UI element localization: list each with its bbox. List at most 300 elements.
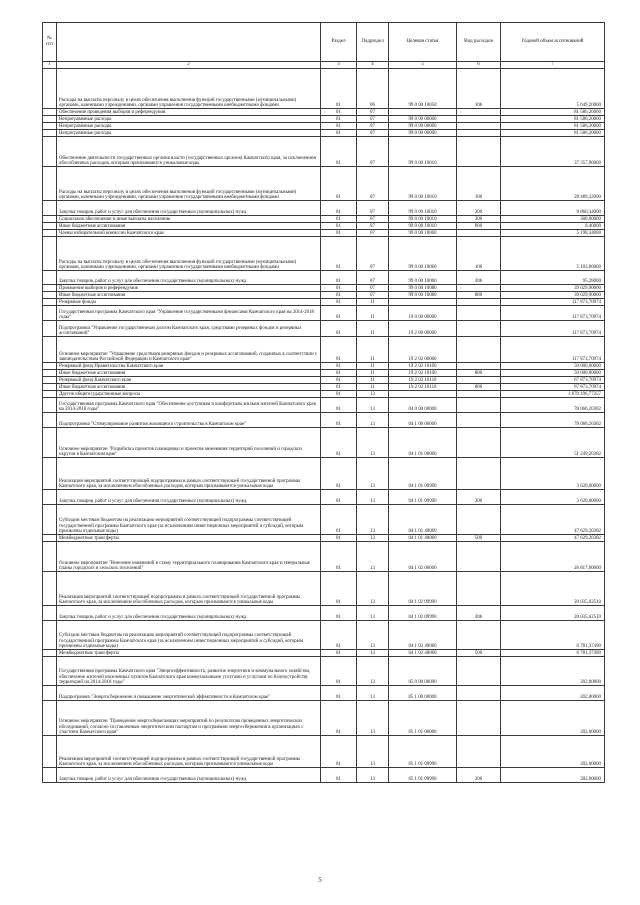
row-number-cell: [43, 69, 57, 109]
row-name-cell: Другие общегосударственные вопросы: [57, 391, 321, 398]
row-name-cell: Закупка товаров, работ и услуг для обеспечения государственных (муниципальных) нужд: [57, 606, 321, 621]
row-number-cell: [43, 398, 57, 413]
row-expense-type-cell: [457, 116, 501, 123]
row-target-article-cell: 99 0 00 10010: [389, 223, 457, 230]
row-subsection-cell: 13: [357, 606, 389, 621]
row-expense-type-cell: 500: [457, 650, 501, 657]
row-target-article-cell: 04 1 01 09990: [389, 458, 457, 490]
row-section-cell: 01: [321, 237, 357, 271]
row-amount-cell: 20 035,62510: [501, 572, 605, 606]
row-subsection-cell: 07: [357, 137, 389, 167]
row-subsection-cell: 07: [357, 167, 389, 201]
row-amount-cell: 202,00000: [501, 736, 605, 768]
row-number-cell: [43, 391, 57, 398]
row-amount-cell: 6 781,37490: [501, 650, 605, 657]
table-row: [43, 69, 605, 109]
row-section-cell: 01: [321, 384, 357, 391]
row-target-article-cell: 99 0 00 10080: [389, 292, 457, 299]
row-subsection-cell: 07: [357, 109, 389, 116]
row-subsection-cell: 06: [357, 69, 389, 109]
row-target-article-cell: 99 0 00 10060: [389, 237, 457, 271]
row-number-cell: [43, 230, 57, 237]
row-section-cell: 01: [321, 109, 357, 116]
row-amount-cell: 47 629,20382: [501, 535, 605, 542]
table-row: [43, 116, 605, 123]
table-row: [43, 391, 605, 398]
row-expense-type-cell: 800: [457, 223, 501, 230]
row-expense-type-cell: [457, 657, 501, 686]
row-number-cell: [43, 216, 57, 223]
row-name-cell: Непрограммные расходы: [57, 130, 321, 137]
table-body: [43, 69, 605, 783]
table-row: [43, 686, 605, 701]
row-expense-type-cell: [457, 686, 501, 701]
row-target-article-cell: 04 0 00 00000: [389, 398, 457, 413]
row-target-article-cell: 19 2 02 00000: [389, 337, 457, 363]
row-target-article-cell: 99 0 00 00000: [389, 130, 457, 137]
row-target-article-cell: 04 1 02 40060: [389, 650, 457, 657]
row-section-cell: 01: [321, 458, 357, 490]
row-expense-type-cell: [457, 285, 501, 292]
row-name-cell: Иные бюджетные ассигнования: [57, 384, 321, 391]
row-amount-cell: 117 873,70974: [501, 299, 605, 306]
row-target-article-cell: 04 1 02 40060: [389, 621, 457, 650]
row-section-cell: 01: [321, 505, 357, 535]
row-name-cell: Резервные фонды: [57, 299, 321, 306]
row-expense-type-cell: [457, 321, 501, 337]
row-expense-type-cell: [457, 736, 501, 768]
row-number-cell: [43, 384, 57, 391]
table-row: [43, 109, 605, 116]
row-expense-type-cell: 500: [457, 535, 501, 542]
row-amount-cell: 67 873,70974: [501, 384, 605, 391]
row-subsection-cell: 13: [357, 542, 389, 572]
header-number: № п/п: [43, 23, 57, 62]
row-expense-type-cell: [457, 458, 501, 490]
row-section-cell: 01: [321, 230, 357, 237]
table-row: [43, 535, 605, 542]
row-expense-type-cell: [457, 299, 501, 306]
row-number-cell: [43, 621, 57, 650]
row-expense-type-cell: 200: [457, 201, 501, 216]
row-name-cell: Государственная программа Камчатского края "Управление государственными финансами Камчатского края на 2014-2018 годы": [57, 306, 321, 321]
row-expense-type-cell: [457, 413, 501, 428]
row-amount-cell: 1 670 196,77257: [501, 391, 605, 398]
row-target-article-cell: 05 1 01 00000: [389, 701, 457, 736]
row-target-article-cell: 04 1 02 00000: [389, 542, 457, 572]
row-number-cell: [43, 572, 57, 606]
row-name-cell: Подпрограмма "Управление государственным долгом Камчатского края, средствами резервных фондов и резервных ассигнований": [57, 321, 321, 337]
row-subsection-cell: 07: [357, 116, 389, 123]
row-expense-type-cell: [457, 701, 501, 736]
row-amount-cell: 6 781,37490: [501, 621, 605, 650]
row-amount-cell: 117 873,70974: [501, 306, 605, 321]
row-number-cell: [43, 306, 57, 321]
row-amount-cell: 47 629,20382: [501, 505, 605, 535]
row-amount-cell: 5 649,20000: [501, 69, 605, 109]
table-row: [43, 398, 605, 413]
row-amount-cell: 50 000,00000: [501, 370, 605, 377]
row-expense-type-cell: [457, 391, 501, 398]
row-target-article-cell: 99 0 00 10080: [389, 285, 457, 292]
row-name-cell: Непрограммные расходы: [57, 116, 321, 123]
row-target-article-cell: 99 0 00 10010: [389, 201, 457, 216]
row-subsection-cell: 13: [357, 621, 389, 650]
row-subsection-cell: 07: [357, 201, 389, 216]
row-amount-cell: 300,00000: [501, 216, 605, 223]
row-amount-cell: 26 817,00000: [501, 542, 605, 572]
table-row: [43, 216, 605, 223]
table-row: [43, 621, 605, 650]
row-name-cell: Иные бюджетные ассигнования: [57, 370, 321, 377]
row-number-cell: [43, 223, 57, 230]
row-subsection-cell: 13: [357, 535, 389, 542]
row-section-cell: 01: [321, 657, 357, 686]
row-name-cell: Подпрограмма "Стимулирование развития жилищного строительства в Камчатском крае": [57, 413, 321, 428]
row-number-cell: [43, 292, 57, 299]
row-name-cell: Резервный фонд Камчатского края: [57, 377, 321, 384]
table-row: [43, 306, 605, 321]
row-expense-type-cell: [457, 137, 501, 167]
row-number-cell: [43, 701, 57, 736]
row-name-cell: Закупка товаров, работ и услуг для обеспечения государственных (муниципальных) нужд: [57, 768, 321, 783]
row-name-cell: Межбюджетные трансферты: [57, 650, 321, 657]
table-row: [43, 490, 605, 505]
row-name-cell: Подпрограмма "Энергосбережение и повышение энергетической эффективности в Камчатском крае": [57, 686, 321, 701]
row-section-cell: 01: [321, 413, 357, 428]
row-section-cell: 01: [321, 542, 357, 572]
row-target-article-cell: 19 2 02 10110: [389, 377, 457, 384]
row-expense-type-cell: 800: [457, 384, 501, 391]
row-target-article-cell: 05 1 01 09990: [389, 768, 457, 783]
row-expense-type-cell: [457, 542, 501, 572]
column-index: 3: [321, 62, 357, 69]
row-number-cell: [43, 116, 57, 123]
header-annual-amount: Годовой объем ассигнований: [501, 23, 605, 62]
row-number-cell: [43, 271, 57, 285]
row-subsection-cell: 13: [357, 413, 389, 428]
row-number-cell: [43, 123, 57, 130]
row-subsection-cell: 11: [357, 370, 389, 377]
row-name-cell: Расходы на выплаты персоналу в целях обеспечения выполнения функций государственными (муниципальными) органами, казенными учреждениями, органами управления государственными внебюджетными фондами: [57, 237, 321, 271]
table-row: [43, 384, 605, 391]
row-number-cell: [43, 505, 57, 535]
row-subsection-cell: 13: [357, 458, 389, 490]
row-subsection-cell: 11: [357, 337, 389, 363]
column-index-row: [43, 62, 605, 69]
row-amount-cell: 78 066,20382: [501, 413, 605, 428]
row-expense-type-cell: [457, 123, 501, 130]
row-subsection-cell: 07: [357, 237, 389, 271]
table-row: [43, 413, 605, 428]
row-name-cell: Обеспечение деятельности государственных органов власти (государственных органов) Камчатского края, за исключением обособленных расходов, которым присваиваются уникальные коды: [57, 137, 321, 167]
row-subsection-cell: 11: [357, 363, 389, 370]
row-amount-cell: 202,00000: [501, 686, 605, 701]
column-index: 4: [357, 62, 389, 69]
row-expense-type-cell: 100: [457, 237, 501, 271]
row-expense-type-cell: [457, 621, 501, 650]
table-row: [43, 237, 605, 271]
row-name-cell: Члены избирательной комиссии Камчатского края: [57, 230, 321, 237]
row-amount-cell: 37 357,96000: [501, 137, 605, 167]
row-expense-type-cell: [457, 230, 501, 237]
row-target-article-cell: 04 1 02 09990: [389, 572, 457, 606]
row-section-cell: 01: [321, 69, 357, 109]
table-row: [43, 458, 605, 490]
row-subsection-cell: 07: [357, 123, 389, 130]
row-expense-type-cell: 800: [457, 370, 501, 377]
table-row: [43, 377, 605, 384]
row-section-cell: 01: [321, 398, 357, 413]
row-subsection-cell: 11: [357, 384, 389, 391]
row-name-cell: Основное мероприятие "Управление средствами резервных фондов и резервных ассигнований, созданных в соответствии с законодательством Российской Федерации и Камчатского края": [57, 337, 321, 363]
row-section-cell: 01: [321, 321, 357, 337]
row-number-cell: [43, 768, 57, 783]
row-number-cell: [43, 237, 57, 271]
row-section-cell: 01: [321, 736, 357, 768]
row-name-cell: Закупка товаров, работ и услуг для обеспечения государственных (муниципальных) нужд: [57, 271, 321, 285]
table-row: [43, 321, 605, 337]
row-number-cell: [43, 363, 57, 370]
column-index: 2: [57, 62, 321, 69]
row-subsection-cell: 07: [357, 216, 389, 223]
row-name-cell: Непрограммные расходы: [57, 123, 321, 130]
row-name-cell: Закупка товаров, работ и услуг для обеспечения государственных (муниципальных) нужд: [57, 490, 321, 505]
column-index: 6: [457, 62, 501, 69]
row-name-cell: Закупка товаров, работ и услуг для обеспечения государственных (муниципальных) нужд: [57, 201, 321, 216]
row-section-cell: 01: [321, 701, 357, 736]
row-subsection-cell: 13: [357, 657, 389, 686]
row-section-cell: 01: [321, 428, 357, 458]
row-section-cell: 01: [321, 167, 357, 201]
table-row: [43, 230, 605, 237]
row-amount-cell: 81 586,20000: [501, 123, 605, 130]
table-row: [43, 167, 605, 201]
row-name-cell: Иные бюджетные ассигнования: [57, 223, 321, 230]
row-number-cell: [43, 167, 57, 201]
table-row: [43, 768, 605, 783]
row-amount-cell: 81 586,20000: [501, 109, 605, 116]
table-header-row: [43, 23, 605, 62]
row-section-cell: 01: [321, 768, 357, 783]
row-section-cell: 01: [321, 337, 357, 363]
page-number: 5: [318, 876, 322, 884]
table-row: [43, 271, 605, 285]
table-row: [43, 299, 605, 306]
row-target-article-cell: 04 1 01 40060: [389, 535, 457, 542]
row-section-cell: 01: [321, 216, 357, 223]
row-section-cell: 01: [321, 299, 357, 306]
row-subsection-cell: 13: [357, 768, 389, 783]
row-target-article-cell: 99 0 00 10050: [389, 69, 457, 109]
row-number-cell: [43, 650, 57, 657]
row-target-article-cell: 19 2 02 10110: [389, 384, 457, 391]
row-amount-cell: 117 873,70974: [501, 321, 605, 337]
row-amount-cell: 20 035,62510: [501, 606, 605, 621]
row-subsection-cell: 07: [357, 230, 389, 237]
row-name-cell: Реализация мероприятий соответствующей подпрограммы в рамках соответствующей государственной программы Камчатского края, за исключением обособленных расходов, которым присваиваются уникальные коды: [57, 736, 321, 768]
row-section-cell: 01: [321, 116, 357, 123]
column-index: 7: [501, 62, 605, 69]
row-subsection-cell: 07: [357, 292, 389, 299]
row-number-cell: [43, 535, 57, 542]
row-section-cell: 01: [321, 271, 357, 285]
row-target-article-cell: [389, 299, 457, 306]
table-row: [43, 285, 605, 292]
row-section-cell: 01: [321, 130, 357, 137]
row-number-cell: [43, 490, 57, 505]
row-section-cell: 01: [321, 535, 357, 542]
row-target-article-cell: 19 2 02 10100: [389, 363, 457, 370]
table-row: [43, 123, 605, 130]
row-amount-cell: 3 620,00000: [501, 458, 605, 490]
row-number-cell: [43, 130, 57, 137]
row-number-cell: [43, 657, 57, 686]
row-expense-type-cell: 300: [457, 216, 501, 223]
row-amount-cell: 5 103,06000: [501, 237, 605, 271]
row-name-cell: Реализация мероприятий соответствующей подпрограммы в рамках соответствующей государственной программы Камчатского края, за исключением обособленных расходов, которым присваиваются уникальные коды: [57, 458, 321, 490]
budget-table: [42, 22, 605, 783]
row-expense-type-cell: [457, 505, 501, 535]
row-subsection-cell: 11: [357, 299, 389, 306]
row-name-cell: Обеспечение проведения выборов и референдумов: [57, 109, 321, 116]
row-subsection-cell: 13: [357, 428, 389, 458]
table-row: [43, 542, 605, 572]
row-amount-cell: 28 489,32000: [501, 167, 605, 201]
row-expense-type-cell: 200: [457, 271, 501, 285]
row-name-cell: Субсидии местным бюджетам на реализацию мероприятий соответствующей подпрограммы соответствующей государственной программы Камчатского края (за исключением инвестиционных мероприятий и субсидий, которым присвоены отдельные коды): [57, 621, 321, 650]
row-subsection-cell: 11: [357, 377, 389, 384]
row-section-cell: 01: [321, 123, 357, 130]
row-section-cell: 01: [321, 137, 357, 167]
row-amount-cell: 67 873,70974: [501, 377, 605, 384]
row-amount-cell: 39 029,90000: [501, 285, 605, 292]
table-row: [43, 292, 605, 299]
row-subsection-cell: 13: [357, 650, 389, 657]
row-subsection-cell: 11: [357, 321, 389, 337]
row-expense-type-cell: 100: [457, 69, 501, 109]
row-name-cell: Основное мероприятие "Внесение изменений в схему территориального планирования Камчатского края и генеральные планы городских и сельских поселений": [57, 542, 321, 572]
row-number-cell: [43, 686, 57, 701]
row-subsection-cell: 13: [357, 505, 389, 535]
row-amount-cell: 81 586,20000: [501, 116, 605, 123]
row-section-cell: 01: [321, 370, 357, 377]
row-amount-cell: 39 029,90000: [501, 292, 605, 299]
row-target-article-cell: 04 1 02 09990: [389, 606, 457, 621]
row-number-cell: [43, 285, 57, 292]
header-target-article: Целевая статья: [389, 23, 457, 62]
row-amount-cell: 202,00000: [501, 701, 605, 736]
row-subsection-cell: 07: [357, 285, 389, 292]
row-section-cell: 01: [321, 285, 357, 292]
row-expense-type-cell: 200: [457, 606, 501, 621]
row-section-cell: 01: [321, 572, 357, 606]
row-amount-cell: 117 873,70974: [501, 337, 605, 363]
row-target-article-cell: [389, 109, 457, 116]
row-number-cell: [43, 428, 57, 458]
row-amount-cell: 95,28000: [501, 271, 605, 285]
row-target-article-cell: 04 1 00 00000: [389, 413, 457, 428]
row-target-article-cell: 04 1 01 00000: [389, 428, 457, 458]
row-name-cell: Государственная программа Камчатского края "Обеспечение доступным и комфортным жильем жителей Камчатского края на 2014-2018 годы": [57, 398, 321, 413]
row-number-cell: [43, 377, 57, 384]
table-row: [43, 137, 605, 167]
row-section-cell: 01: [321, 490, 357, 505]
row-target-article-cell: 99 0 00 10010: [389, 167, 457, 201]
row-name-cell: Основное мероприятие "Разработка проектов планировки и проектов межевания территорий поселений и городских округов в Камчатском крае": [57, 428, 321, 458]
column-index: 5: [389, 62, 457, 69]
row-section-cell: 01: [321, 306, 357, 321]
row-name-cell: Межбюджетные трансферты: [57, 535, 321, 542]
table-row: [43, 428, 605, 458]
row-target-article-cell: 99 0 00 10060: [389, 230, 457, 237]
row-target-article-cell: 05 1 00 00000: [389, 686, 457, 701]
row-expense-type-cell: [457, 306, 501, 321]
row-target-article-cell: 99 0 00 10060: [389, 271, 457, 285]
budget-table-sheet: [42, 22, 604, 783]
table-row: [43, 701, 605, 736]
row-target-article-cell: 19 2 00 00000: [389, 321, 457, 337]
row-expense-type-cell: 200: [457, 490, 501, 505]
row-subsection-cell: 11: [357, 306, 389, 321]
row-section-cell: 01: [321, 391, 357, 398]
row-target-article-cell: 99 0 00 00000: [389, 123, 457, 130]
row-target-article-cell: 19 2 02 10100: [389, 370, 457, 377]
row-number-cell: [43, 201, 57, 216]
header-section: Раздел: [321, 23, 357, 62]
row-number-cell: [43, 109, 57, 116]
table-row: [43, 130, 605, 137]
row-amount-cell: 51 249,20382: [501, 428, 605, 458]
table-row: [43, 505, 605, 535]
row-amount-cell: 5 198,34000: [501, 230, 605, 237]
row-subsection-cell: 07: [357, 223, 389, 230]
header-expense-type: Вид расходов: [457, 23, 501, 62]
table-row: [43, 606, 605, 621]
row-name-cell: Расходы на выплаты персоналу в целях обеспечения выполнения функций государственными (муниципальными) органами, казенными учреждениями, органами управления государственными внебюджетными фондами: [57, 167, 321, 201]
row-subsection-cell: 13: [357, 572, 389, 606]
row-section-cell: 01: [321, 606, 357, 621]
row-number-cell: [43, 413, 57, 428]
row-subsection-cell: 13: [357, 398, 389, 413]
row-amount-cell: 8,40000: [501, 223, 605, 230]
row-expense-type-cell: [457, 363, 501, 370]
row-target-article-cell: 99 0 00 10010: [389, 137, 457, 167]
row-expense-type-cell: [457, 377, 501, 384]
table-row: [43, 572, 605, 606]
row-amount-cell: 81 586,20000: [501, 130, 605, 137]
row-target-article-cell: 99 0 00 00000: [389, 116, 457, 123]
table-row: [43, 363, 605, 370]
row-name-cell: Субсидии местным бюджетам на реализацию мероприятий соответствующей подпрограммы соответствующей государственной программы Камчатского края (за исключением инвестиционных мероприятий и субсидий, которым присвоены отдельные коды): [57, 505, 321, 535]
row-section-cell: 01: [321, 377, 357, 384]
row-number-cell: [43, 458, 57, 490]
row-number-cell: [43, 137, 57, 167]
row-subsection-cell: 13: [357, 736, 389, 768]
row-amount-cell: 202,00000: [501, 657, 605, 686]
row-expense-type-cell: [457, 109, 501, 116]
row-section-cell: 01: [321, 363, 357, 370]
row-number-cell: [43, 370, 57, 377]
row-subsection-cell: 13: [357, 701, 389, 736]
row-amount-cell: 8 860,34000: [501, 201, 605, 216]
row-subsection-cell: 07: [357, 271, 389, 285]
row-subsection-cell: 13: [357, 391, 389, 398]
row-expense-type-cell: [457, 398, 501, 413]
row-name-cell: Реализация мероприятий соответствующей подпрограммы в рамках соответствующей государственной программы Камчатского края, за исключением обособленных расходов, которым присваиваются уникальные коды: [57, 572, 321, 606]
row-target-article-cell: 05 0 00 00000: [389, 657, 457, 686]
row-target-article-cell: 04 1 01 40060: [389, 505, 457, 535]
